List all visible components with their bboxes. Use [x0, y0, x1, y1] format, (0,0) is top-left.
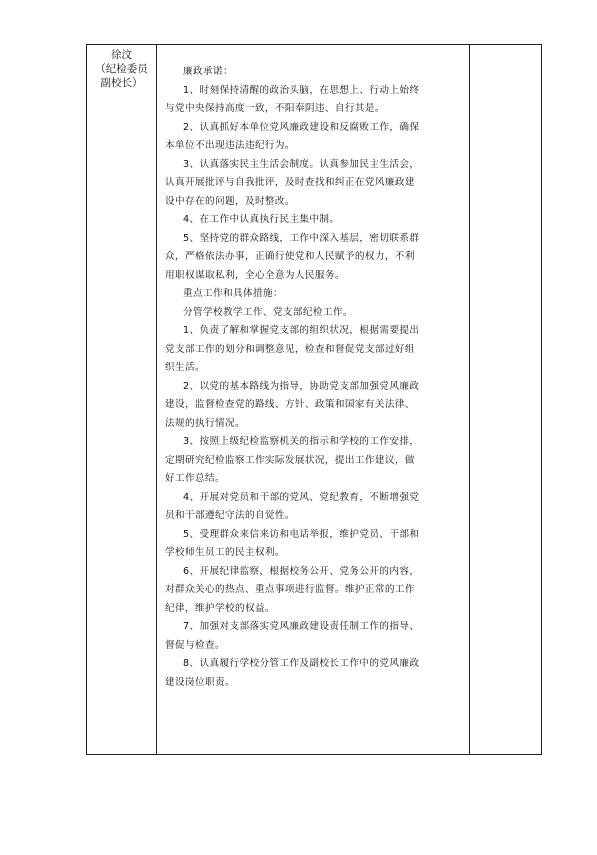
content-line: 设中存在的问题，及时整改。: [165, 195, 295, 207]
content-line: 1、时刻保持清醒的政治头脑，在思想上、行动上始终: [183, 84, 420, 96]
person-title-line-2: 副校长）: [100, 77, 143, 89]
content-line: 建设岗位职责。: [165, 676, 235, 688]
content-line: 2、认真抓好本单位党风廉政建设和反腐败工作，确保: [183, 121, 420, 133]
content-line: 重点工作和具体措施：: [183, 288, 283, 299]
content-line: 好工作总结。: [165, 473, 225, 484]
content-line: 2、以党的基本路线为指导，协助党支部加强党风廉政: [183, 380, 420, 392]
content-line: 廉政承诺：: [183, 66, 233, 77]
content-line: 5、受理群众来信来访和电话举报，维护党员、干部和: [183, 528, 420, 540]
content-line: 织生活。: [165, 362, 205, 373]
content-line: 7、加强对支部落实党风廉政建设责任制工作的指导、: [183, 621, 420, 632]
content-line: 3、按照上级纪检监察机关的指示和学校的工作安排，: [183, 436, 420, 447]
content-line: 党支部工作的划分和调整意见，检查和督促党支部过好组: [165, 343, 415, 355]
content-line: 建设，监督检查党的路线、方针、政策和国家有关法律、: [165, 399, 415, 410]
content-line: 8、认真履行学校分管工作及副校长工作中的党风廉政: [183, 658, 420, 669]
person-title-line-1: （纪检委员: [95, 63, 148, 75]
content-line: 纪律，维护学校的权益。: [165, 602, 275, 614]
content-line: 定期研究纪检监察工作实际发展状况，提出工作建议，做: [165, 454, 415, 466]
content-line: 众，严格依法办事，正确行使党和人民赋予的权力，不利: [165, 251, 415, 262]
content-line: 对群众关心的热点、重点事项进行监督。维护正常的工作: [165, 584, 415, 595]
content-line: 用职权谋取私利，全心全意为人民服务。: [165, 269, 345, 281]
content-cell: [157, 45, 470, 754]
content-line: 3、认真落实民主生活会制度。认真参加民主生活会，: [183, 158, 420, 170]
remarks-cell: [470, 45, 541, 754]
content-line: 5、坚持党的群众路线，工作中深入基层，密切联系群: [183, 232, 420, 244]
content-line: 分管学校教学工作、党支部纪检工作。: [183, 306, 353, 318]
person-name: 徐汶: [111, 49, 132, 61]
content-line: 4、在工作中认真执行民主集中制。: [183, 214, 340, 225]
content-line: 法规的执行情况。: [165, 417, 245, 429]
content-line: 与党中央保持高度一致，不阳奉阴违、自行其是。: [165, 103, 385, 114]
content-line: 4、开展对党员和干部的党风、党纪教育，不断增强党: [183, 491, 420, 503]
content-line: 学校师生员工的民主权利。: [165, 547, 285, 558]
content-line: 认真开展批评与自我批评，及时查找和纠正在党风廉政建: [165, 177, 415, 188]
content-line: 6、开展纪律监察，根据校务公开、党务公开的内容，: [183, 565, 420, 577]
content-line: 员和干部遵纪守法的自觉性。: [165, 510, 295, 521]
content-line: 1、负责了解和掌握党支部的组织状况，根据需要提出: [183, 325, 420, 336]
name-cell: [87, 45, 157, 754]
content-line: 督促与检查。: [165, 639, 225, 651]
content-line: 本单位不出现违法违纪行为。: [165, 140, 295, 151]
responsibility-table: [86, 44, 542, 755]
